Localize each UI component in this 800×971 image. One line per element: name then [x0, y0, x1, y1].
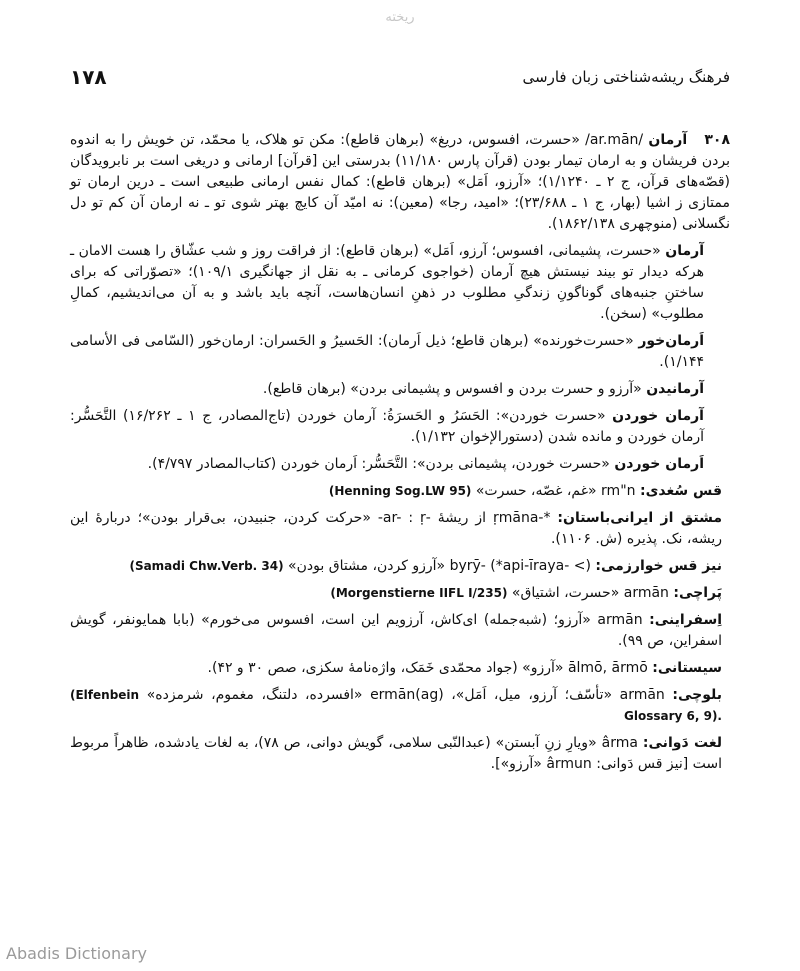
entry-transliteration: /ar.mān/	[585, 132, 644, 148]
sub-entry	[70, 241, 730, 325]
dictionary-body	[70, 130, 730, 781]
sub-entry-headword: آرمان خوردن	[612, 408, 704, 424]
sub-entry	[70, 379, 730, 400]
entry-headword: آرمان	[648, 132, 688, 148]
etymology-form: byrȳ- (*api-īraya- <)	[449, 558, 591, 574]
etymology-gloss: «تأسّف؛ آرزو، میل، اَمَل»، ermān(ag) «افسرده، دلتنگ، مغموم، شرمزده»	[146, 687, 613, 703]
sub-entry-definition: «آرزو و حسرت بردن و افسوس و پشیمانی بردن» (برهان قاطع).	[262, 381, 642, 397]
sub-entry	[70, 454, 730, 475]
sub-entry-definition: «حسرت خوردن»: الحَسَرُ و الحَسرَةُ: آرمان خوردن (تاج‌المصادر، ج ۱ ـ ۱۶/۲۶۲) التَّحَسُّر: آرمان خوردن و مانده شدن (دستورالإخوان ۱/۱۳۲).	[70, 408, 704, 445]
sub-entry-headword: اَرمان خوردن	[614, 456, 704, 472]
etymology-gloss: «آرزو کردن، مشتاق بودن»	[288, 558, 446, 574]
etymology-label: پَراچی:	[673, 585, 722, 601]
etymology-label: نیز قس خوارزمی:	[595, 558, 722, 574]
etymology-item	[70, 733, 730, 775]
etymology-label: سیستانی:	[652, 660, 722, 676]
etymology-reference: (Henning Sog.LW 95)	[328, 484, 472, 498]
page-number: ۱۷۸	[70, 65, 107, 89]
etymology-reference: (Morgenstierne IIFL I/235)	[330, 586, 508, 600]
etymology-gloss: «غم، غصّه، حسرت»	[475, 483, 597, 499]
entry-main	[70, 130, 730, 235]
entry-number: ۳۰۸	[704, 132, 730, 148]
etymology-gloss: «حسرت، اشتیاق»	[511, 585, 620, 601]
etymology-item	[70, 610, 730, 652]
sub-entry	[70, 331, 730, 373]
etymology-item	[70, 508, 730, 550]
etymology-item	[70, 658, 730, 679]
sub-entry-definition: «حسرت خوردن، پشیمانی بردن»: التَّحَسُّر: اَرمان خوردن (کتاب‌المصادر ۴/۷۹۷).	[147, 456, 610, 472]
etymology-form: armān	[623, 585, 669, 601]
running-title: فرهنگ ریشه‌شناختی زبان فارسی	[522, 68, 730, 86]
sub-entry-headword: آرمان	[665, 243, 705, 259]
etymology-reference: (Samadi Chw.Verb. 34)	[129, 559, 284, 573]
etymology-form: ālmō, ārmō	[567, 660, 648, 676]
etymology-label: مشتق از ایرانی‌باستان:	[557, 510, 723, 526]
etymology-label: قس سُغدی:	[639, 483, 722, 499]
etymology-form: armān	[597, 612, 643, 628]
etymology-form: ṛmāna-*	[492, 510, 551, 526]
sub-entry-definition: «حسرت، پشیمانی، افسوس؛ آرزو، اَمَل» (برهان قاطع): از فراقت روز و شب عشّاق را هست الامان ـ هرکه دیدار تو بیند نیستش هیچ آرمان (خواجوی کرمانی ـ به نقل از جهانگیری ۱۰۹/۱)؛ «تصوّراتی که برای ساختنِ جنبه‌های گوناگونِ زندگیِ مطلوب در ذهنِ انسان‌هاست، آنچه باید باشد و به آن می‌اندیشیم، کمالِ مطلوب» (سخن).	[70, 243, 704, 322]
etymology-label: بلوچی:	[672, 687, 723, 703]
sub-entry-headword: آرمانیدن	[646, 381, 704, 397]
running-header	[70, 62, 730, 92]
etymology-gloss: «آرزو؛ (شبه‌جمله) ای‌کاش، آرزویم این است، افسوس می‌خورم» (بابا همایونفر، گویش اسفراین، ص ۹۹).	[70, 612, 722, 649]
etymology-item	[70, 685, 730, 727]
etymology-label: اِسفراینی:	[649, 612, 723, 628]
sub-entry-definition: «حسرت‌خورنده» (برهان قاطع؛ ذیل اَرمان): الحَسیرُ و الحَسران: ارمان‌خور (السّامی فی الأسامی ۱/۱۴۴).	[70, 333, 704, 370]
etymology-reference: (Elfenbein Glossary 6, 9).	[70, 688, 722, 723]
top-watermark: ریخته	[385, 10, 415, 25]
etymology-item	[70, 583, 730, 604]
etymology-item	[70, 481, 730, 502]
etymology-form: ârma	[601, 735, 638, 751]
etymology-gloss: از ریشهٔ -ar- : ṛ- «حرکت کردن، جنبیدن، بی‌قرار بودن»؛ دربارهٔ این ریشه، نک. پذیره (ش. ۱۱۰۶).	[70, 510, 722, 547]
etymology-form: armān	[619, 687, 665, 703]
etymology-gloss: «ویارِ زنِ آبستن» (عبدالنّبی سلامی، گویش دوانی، ص ۷۸)، به لغات یادشده، ظاهراً مربوط است [نیز قس دَوانی: ârmun «آرزو»].	[70, 735, 722, 772]
sub-entry	[70, 406, 730, 448]
bottom-watermark: Abadis Dictionary	[6, 944, 147, 963]
etymology-form: rm"n	[601, 483, 636, 499]
entry-definition: «حسرت، افسوس، دریغ» (برهان قاطع): مکن تو هلاک، یا محمّد، تن خویش را به اندوه بردن فریشان و به ارمان تیمار بودن (قرآن پارس ۱۱/۱۸۰) بدرستی این [قرآن] ارمانی و دریغی است بر نابرویدگان (قصّه‌های قرآن، ج ۲ ـ ۱/۱۲۴۰)؛ «آرزو، اَمَل» (برهان قاطع): کمال نفس ارمانی طبیعی است ـ درین ارمان تو ممتازی ز اشیا (بهار، ج ۱ ـ ۲۳/۶۸۸)؛ «امید، رجا» (معین): نه امیّد آن کایچ بهتر شوی تو ـ نه ارمان آن کم تو دل نگسلانی (منوچهری ۱۸۶۲/۱۳۸).	[70, 132, 730, 232]
etymology-item	[70, 556, 730, 577]
etymology-label: لغت دَوانی:	[642, 735, 723, 751]
sub-entry-headword: اَرمان‌خور	[638, 333, 705, 349]
etymology-gloss: «آرزو» (جواد محمّدی خَمَک، واژه‌نامهٔ سکزی، صص ۳۰ و ۴۲).	[207, 660, 564, 676]
